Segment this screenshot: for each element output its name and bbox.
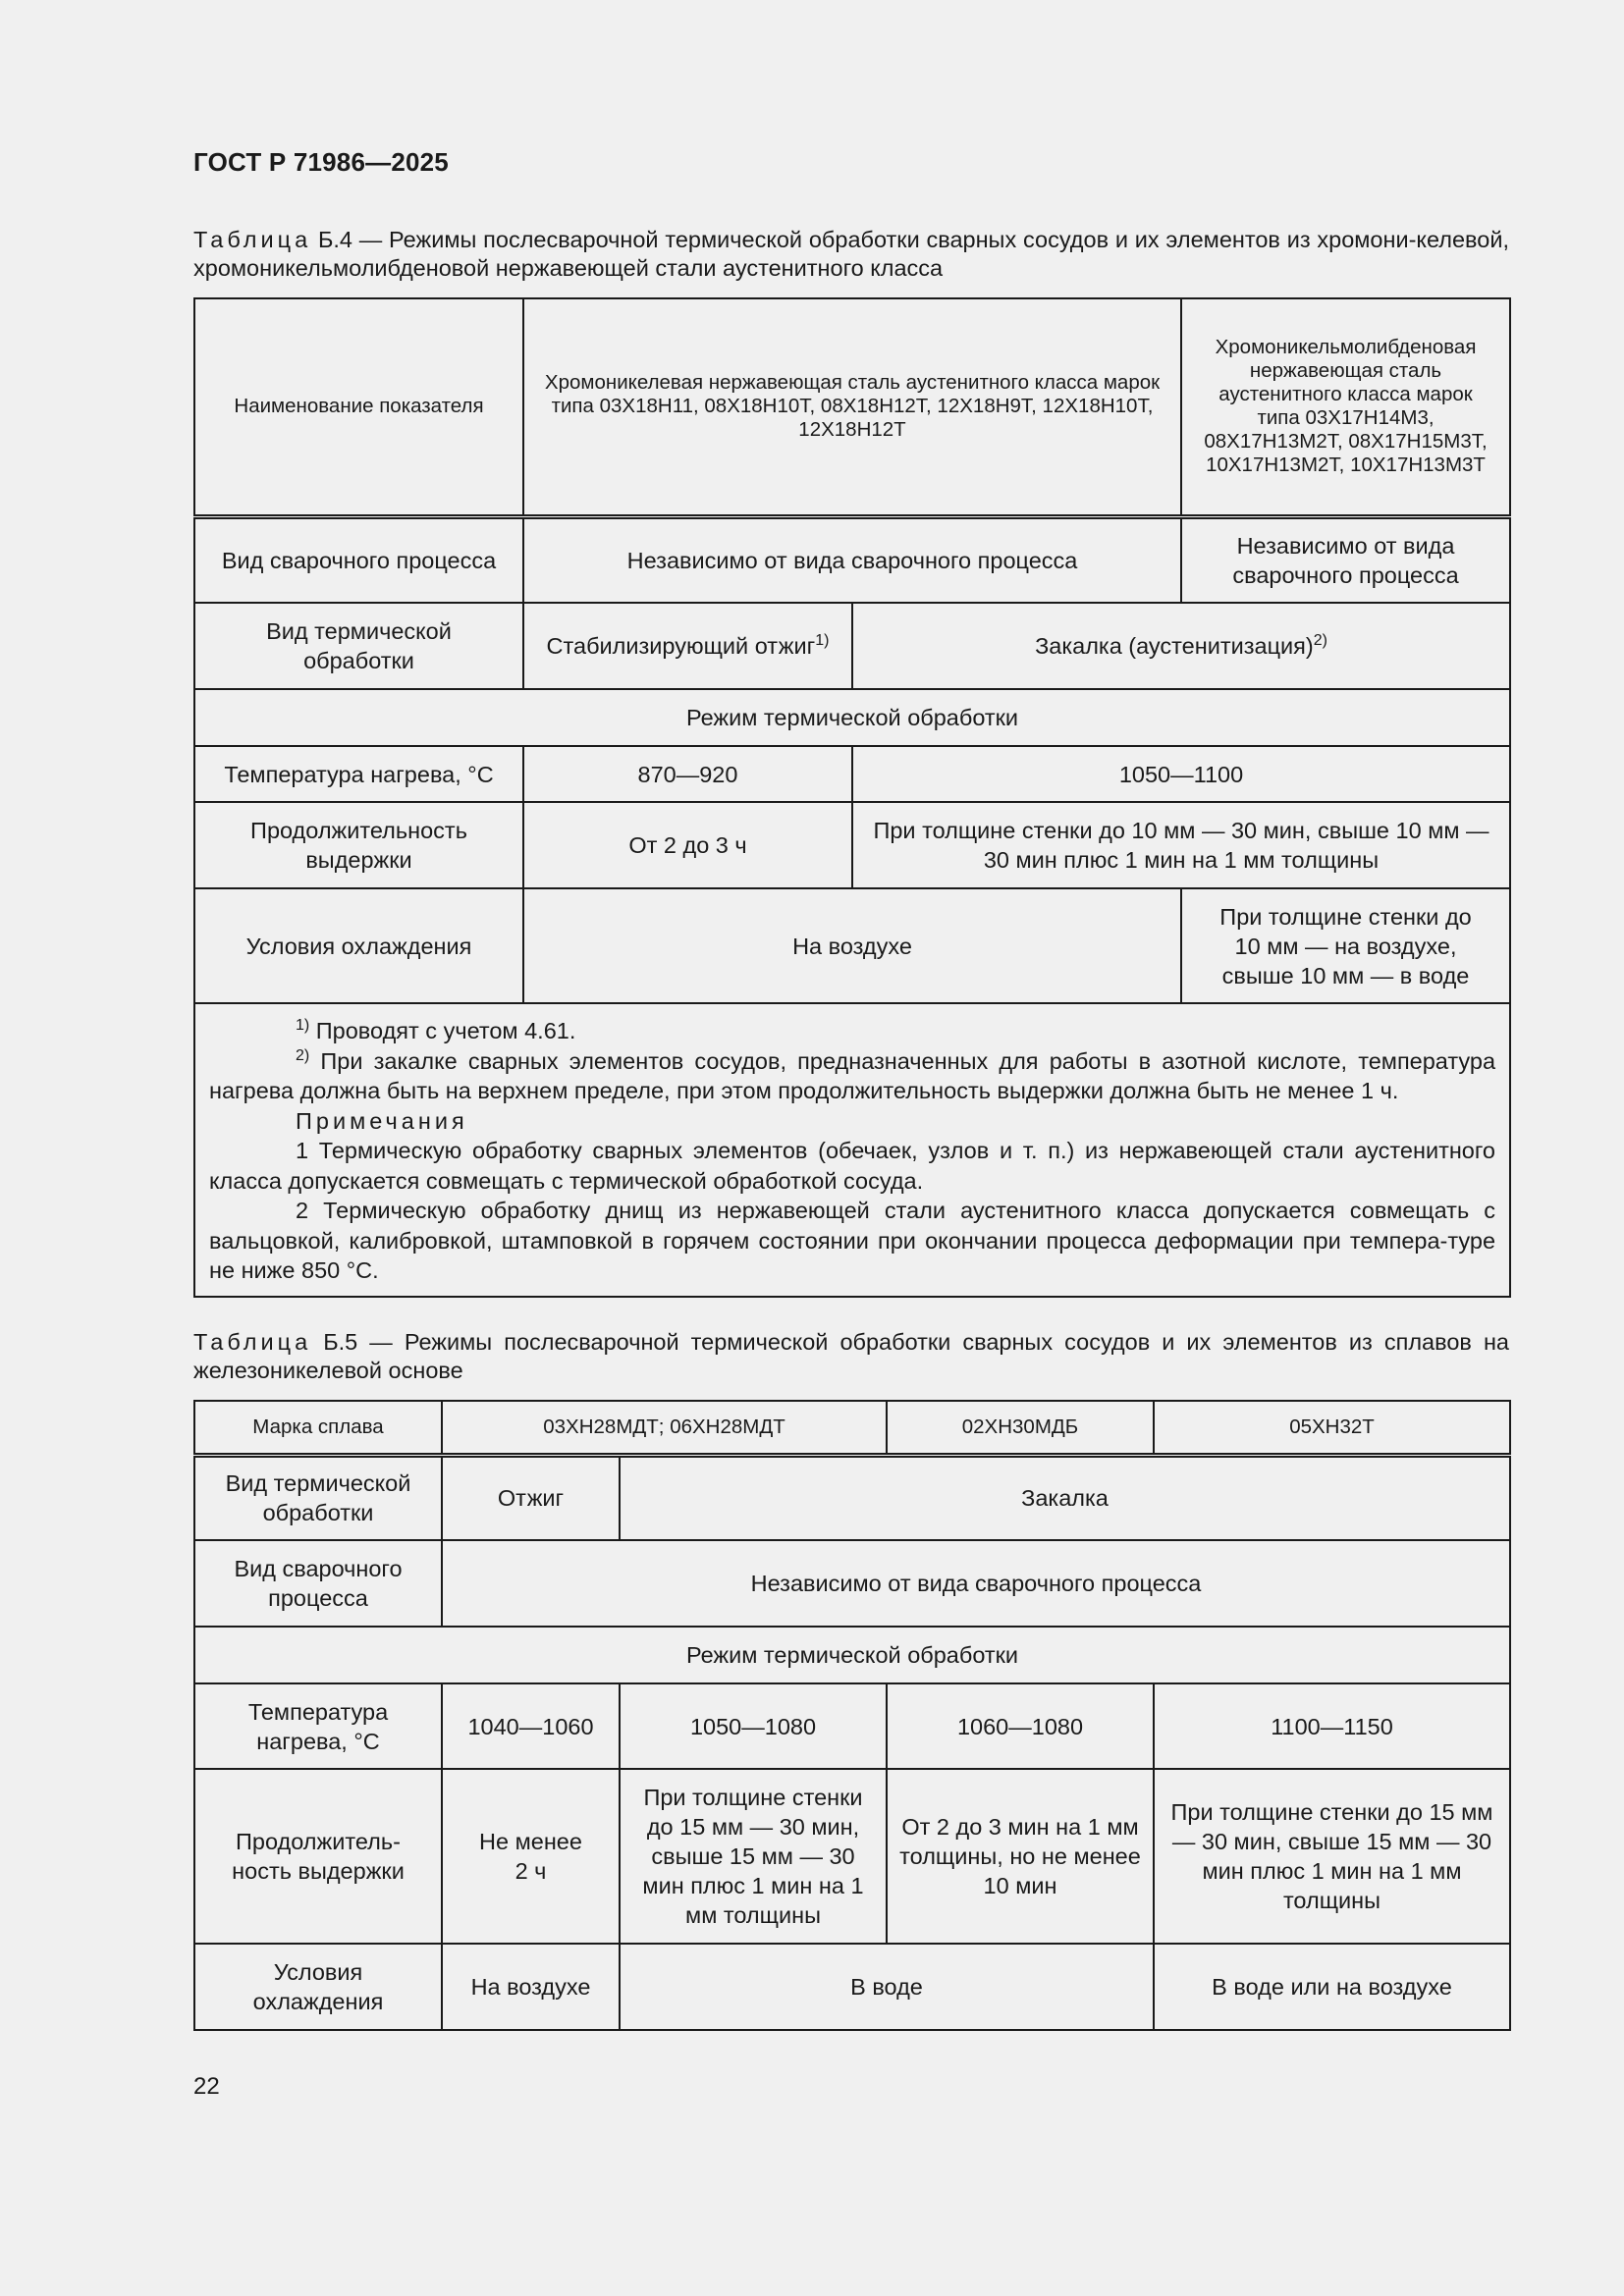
caption-word: Таблица <box>193 1329 312 1355</box>
caption-word: Таблица <box>193 227 312 252</box>
table-b4 <box>193 297 1511 1298</box>
heat-treatment-value-2: Закалка (аустенитизация)$^{2)}$ <box>852 603 1510 689</box>
caption-text: Б.4 — Режимы послесварочной термической обработки сварных сосудов и их элементов из хромони-келевой, хромоникельмолибденовой нержавеющей стали аустенитного класса <box>193 227 1509 281</box>
heat-treatment-value-1: Стабилизирующий отжиг$^{1)}$ <box>523 603 852 689</box>
table-b5-caption <box>193 1328 1509 1385</box>
row-label-weld-process: Вид сварочного процесса <box>194 516 523 603</box>
note-1: 1 Термическую обработку сварных элементов (обечаек, узлов и т. п.) из нержавеющей стали аустенитного класса допускается совмещать с термической обработкой сосуда. <box>209 1138 1496 1194</box>
temperature-value-1: 870—920 <box>523 746 852 802</box>
temperature-value-2: 1050—1080 <box>620 1683 887 1769</box>
header-alloy-grade: Марка сплава <box>194 1401 442 1455</box>
holding-time-value-3: От 2 до 3 мин на 1 мм толщины, но не менее 10 мин <box>887 1769 1154 1944</box>
holding-time-value-4: При толщине стенки до 15 мм — 30 мин, свыше 15 мм — 30 мин плюс 1 мин на 1 мм толщины <box>1154 1769 1510 1944</box>
footnote-1: $^{1)}$ Проводят с учетом 4.61. <box>296 1017 576 1043</box>
holding-time-value-1: Не менее 2 ч <box>442 1769 620 1944</box>
table-b5 <box>193 1400 1511 2031</box>
header-indicator-name: Наименование показателя <box>194 298 523 516</box>
row-label-cooling: Условия охлаждения <box>194 1944 442 2030</box>
row-label-temperature: Температура нагрева, °С <box>194 1683 442 1769</box>
footnote-2: $^{2)}$ При закалке сварных элементов сосудов, предназначенных для работы в азотной кислоте, температура нагрева должна быть на верхнем пределе, при этом продолжительность выдержки должна быть не менее 1 ч. <box>209 1046 1496 1103</box>
holding-time-value-2: При толщине стенки до 15 мм — 30 мин, свыше 15 мм — 30 мин плюс 1 мин на 1 мм толщины <box>620 1769 887 1944</box>
weld-process-value: Независимо от вида сварочного процесса <box>442 1540 1510 1627</box>
document-title: ГОСТ Р 71986—2025 <box>193 147 449 177</box>
page-number: 22 <box>193 2073 220 2100</box>
table-b4-caption <box>193 226 1509 283</box>
header-alloy-2: 02ХН30МДБ <box>887 1401 1154 1455</box>
temperature-value-1: 1040—1060 <box>442 1683 620 1769</box>
holding-time-value-1: От 2 до 3 ч <box>523 802 852 888</box>
row-label-heat-treatment: Вид термической обработки <box>194 603 523 689</box>
notes-title: Примечания <box>296 1107 468 1134</box>
row-mode-heading: Режим термической обработки <box>194 689 1510 746</box>
header-chromium-nickel-steel: Хромоникелевая нержавеющая сталь аустенитного класса марок типа 03Х18Н11, 08Х18Н10Т, 08Х18Н12Т, 12Х18Н9Т, 12Х18Н10Т, 12Х18Н12Т <box>523 298 1181 516</box>
cooling-value-3: В воде или на воздухе <box>1154 1944 1510 2030</box>
row-label-cooling: Условия охлаждения <box>194 888 523 1003</box>
row-label-weld-process: Вид сварочного процесса <box>194 1540 442 1627</box>
cooling-value-2: В воде <box>620 1944 1154 2030</box>
cooling-value-2: При толщине стенки до 10 мм — на воздухе, свыше 10 мм — в воде <box>1181 888 1510 1003</box>
weld-process-value-2: Независимо от вида сварочного процесса <box>1181 516 1510 603</box>
table-b4-notes <box>194 1003 1510 1297</box>
weld-process-value-1: Независимо от вида сварочного процесса <box>523 516 1181 603</box>
temperature-value-2: 1050—1100 <box>852 746 1510 802</box>
temperature-value-4: 1100—1150 <box>1154 1683 1510 1769</box>
header-alloy-1: 03ХН28МДТ; 06ХН28МДТ <box>442 1401 887 1455</box>
note-2: 2 Термическую обработку днищ из нержавеющей стали аустенитного класса допускается совмещать с вальцовкой, калибровкой, штамповкой в горячем состоянии при окончании процесса деформации при темпера-туре не ниже 850 °С. <box>209 1198 1496 1283</box>
footnote-ref-2: 2) <box>1313 632 1327 649</box>
holding-time-value-2: При толщине стенки до 10 мм — 30 мин, свыше 10 мм — 30 мин плюс 1 мин на 1 мм толщины <box>852 802 1510 888</box>
heat-treatment-quenching: Закалка <box>620 1455 1510 1540</box>
row-label-holding-time: Продолжительность выдержки <box>194 802 523 888</box>
header-alloy-3: 05ХН32Т <box>1154 1401 1510 1455</box>
row-label-temperature: Температура нагрева, °С <box>194 746 523 802</box>
cooling-value-1: На воздухе <box>523 888 1181 1003</box>
cooling-value-1: На воздухе <box>442 1944 620 2030</box>
temperature-value-3: 1060—1080 <box>887 1683 1154 1769</box>
heat-treatment-annealing: Отжиг <box>442 1455 620 1540</box>
header-chromium-nickel-molybdenum-steel: Хромоникельмолибденовая нержавеющая сталь аустенитного класса марок типа 03Х17Н14М3, 08Х17Н13М2Т, 08Х17Н15М3Т, 10Х17Н13М2Т, 10Х17Н13М3Т <box>1181 298 1510 516</box>
row-label-heat-treatment: Вид термической обработки <box>194 1455 442 1540</box>
row-label-holding-time: Продолжитель-ность выдержки <box>194 1769 442 1944</box>
footnote-ref-1: 1) <box>815 632 830 649</box>
row-mode-heading: Режим термической обработки <box>194 1627 1510 1683</box>
caption-text: Б.5 — Режимы послесварочной термической обработки сварных сосудов и их элементов из сплавов на железоникелевой основе <box>193 1329 1509 1383</box>
